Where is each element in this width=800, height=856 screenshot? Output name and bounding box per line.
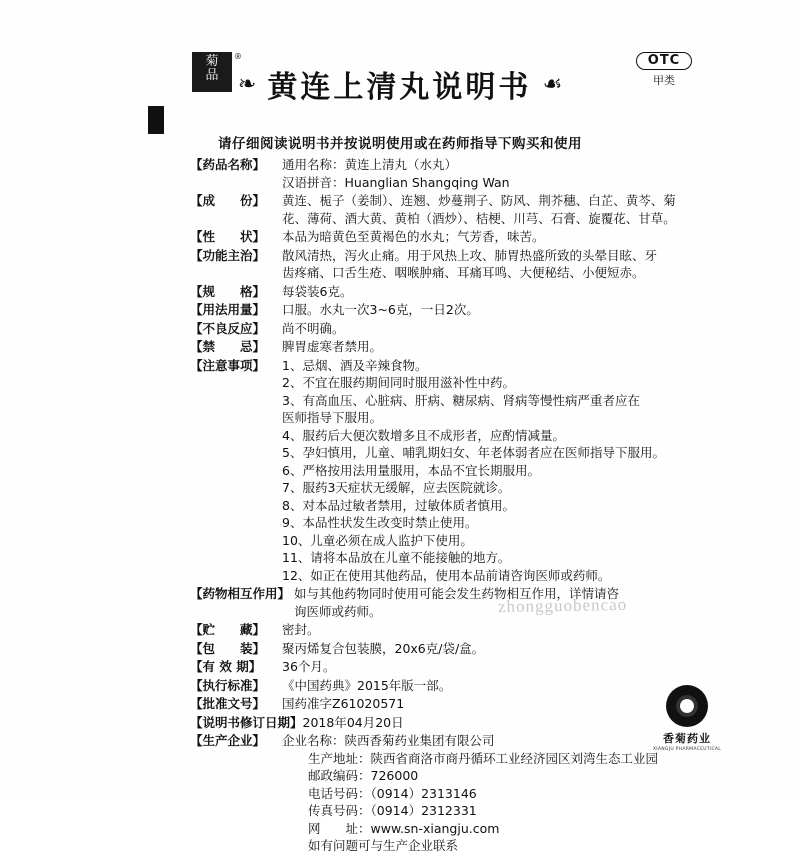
section-label: 【禁 忌】 bbox=[190, 339, 266, 354]
text-line: 散风清热，泻火止痛。用于风热上攻、肺胃热盛所致的头晕目眩、牙 bbox=[282, 247, 658, 263]
text-line: 尚不明确。 bbox=[282, 320, 345, 336]
section-label: 【包 装】 bbox=[190, 640, 266, 656]
section-precautions bbox=[190, 357, 756, 585]
list-item: 6、严格按用法用量服用，本品不宜长期服用。 bbox=[282, 462, 540, 478]
section-value bbox=[282, 156, 756, 191]
section-indications bbox=[190, 247, 756, 282]
section-shelf-life bbox=[190, 658, 756, 676]
chrysanthemum-icon bbox=[666, 685, 708, 727]
company-fax-value: （0914）2312331 bbox=[370, 803, 477, 818]
section-label: 【成 份】 bbox=[190, 193, 266, 208]
page-title bbox=[0, 62, 800, 106]
section-packaging bbox=[190, 640, 756, 658]
company-fax-label: 传真号码： bbox=[308, 803, 371, 818]
section-value: 36个月。 bbox=[282, 659, 336, 674]
company-name-value: 陕西香菊药业集团有限公司 bbox=[344, 733, 495, 748]
title-ornament-left-icon: ❧ bbox=[237, 71, 257, 97]
section-label: 【药品名称】 bbox=[190, 157, 266, 172]
section-label: 【性 状】 bbox=[190, 229, 266, 244]
list-item: 医师指导下服用。 bbox=[282, 410, 383, 425]
section-contraindications bbox=[190, 338, 756, 356]
list-item: 12、如正在使用其他药品，使用本品前请咨询医师或药师。 bbox=[282, 567, 611, 583]
text-line: 通用名称：黄连上清丸（水丸） bbox=[282, 157, 458, 172]
list-item: 2、不宜在服药期间同时服用滋补性中药。 bbox=[282, 375, 515, 390]
registered-trademark-icon: ® bbox=[234, 52, 242, 61]
section-label: 【规 格】 bbox=[190, 283, 266, 299]
company-name-label: 企业名称： bbox=[282, 733, 345, 748]
brand-logo-line2: 品 bbox=[205, 67, 219, 83]
company-logo-name: 香菊药业 bbox=[663, 732, 711, 745]
section-drug-name bbox=[190, 156, 756, 191]
list-item: 9、本品性状发生改变时禁止使用。 bbox=[282, 515, 478, 530]
section-specification bbox=[190, 283, 756, 301]
section-ingredients bbox=[190, 192, 756, 227]
company-postcode-row bbox=[282, 767, 756, 785]
list-item: 5、孕妇慎用，儿童、哺乳期妇女、年老体弱者应在医师指导下服用。 bbox=[282, 445, 665, 460]
section-value bbox=[282, 301, 756, 319]
section-label: 【注意事项】 bbox=[190, 357, 266, 373]
text-line: 如与其他药物同时使用可能会发生药物相互作用，详情请咨 bbox=[294, 586, 620, 601]
list-item: 11、请将本品放在儿童不能接触的地方。 bbox=[282, 550, 511, 565]
section-value bbox=[282, 338, 756, 356]
text-line: 每袋装6克。 bbox=[282, 283, 353, 299]
section-storage bbox=[190, 621, 756, 639]
list-item: 1、忌烟、酒及辛辣食物。 bbox=[282, 357, 428, 373]
list-item: 3、有高血压、心脏病、肝病、糖尿病、肾病等慢性病严重者应在 bbox=[282, 392, 640, 408]
section-value bbox=[282, 320, 756, 338]
company-phone-row bbox=[282, 785, 756, 803]
company-postcode-label: 邮政编码： bbox=[308, 768, 371, 783]
section-label: 【用法用量】 bbox=[190, 302, 266, 317]
text-line: 汉语拼音：Huanglian Shangqing Wan bbox=[282, 174, 510, 190]
list-item: 10、儿童必须在成人监护下使用。 bbox=[282, 532, 473, 548]
section-value: 《中国药典》2015年版一部。 bbox=[282, 677, 452, 693]
company-website-value[interactable]: www.sn-xiangju.com bbox=[370, 820, 500, 836]
company-address-row bbox=[282, 750, 756, 768]
company-phone-label: 电话号码： bbox=[308, 785, 371, 801]
watermark: zhongguobencao bbox=[497, 594, 628, 617]
list-item: 8、对本品过敏者禁用，过敏体质者慎用。 bbox=[282, 497, 515, 513]
title-ornament-right-icon: ☙ bbox=[542, 71, 563, 97]
company-logo-pinyin: XIANGJU PHARMACEUTICAL bbox=[652, 747, 722, 752]
company-website-label: 网 址： bbox=[308, 820, 371, 836]
document-subtitle: 请仔细阅读说明书并按说明使用或在药师指导下购买和使用 bbox=[218, 136, 582, 152]
company-footer-note: 如有问题可与生产企业联系 bbox=[308, 838, 459, 853]
company-website-row bbox=[282, 820, 756, 838]
section-value: 密封。 bbox=[282, 622, 320, 637]
text-line: 花、薄荷、酒大黄、黄柏（酒炒）、桔梗、川芎、石膏、旋覆花、甘草。 bbox=[282, 210, 676, 226]
section-value: 国药准字Z61020571 bbox=[282, 696, 405, 711]
section-value: 聚丙烯复合包装膜，20x6克/袋/盒。 bbox=[282, 640, 485, 656]
corner-registration-mark bbox=[148, 106, 164, 134]
section-value bbox=[282, 228, 756, 246]
company-postcode-value: 726000 bbox=[370, 768, 419, 783]
section-label: 【不良反应】 bbox=[190, 320, 266, 336]
company-phone-value: （0914）2313146 bbox=[370, 785, 477, 801]
list-item: 7、服药3天症状无缓解，应去医院就诊。 bbox=[282, 480, 511, 495]
company-logo bbox=[644, 685, 730, 752]
otc-class-label: 甲类 bbox=[653, 74, 675, 87]
section-label: 【有 效 期】 bbox=[190, 659, 262, 674]
company-fax-row bbox=[282, 802, 756, 820]
section-value: 2018年04月20日 bbox=[302, 714, 404, 730]
section-appearance bbox=[190, 228, 756, 246]
section-adverse-reactions bbox=[190, 320, 756, 338]
company-address-label: 生产地址： bbox=[308, 750, 371, 766]
text-line: 齿疼痛、口舌生疮、咽喉肿痛、耳痛耳鸣、大便秘结、小便短赤。 bbox=[282, 265, 645, 280]
list-item: 4、服药后大便次数增多且不成形者，应酌情减量。 bbox=[282, 427, 565, 443]
company-address-value: 陕西省商洛市商丹循环工业经济园区刘湾生态工业园 bbox=[370, 750, 659, 766]
otc-label: OTC bbox=[636, 52, 692, 70]
brand-logo-line1: 菊 bbox=[205, 54, 219, 69]
section-dosage bbox=[190, 301, 756, 319]
precautions-list bbox=[282, 357, 756, 585]
text-line: 口服。水丸一次3~6克，一日2次。 bbox=[282, 302, 479, 317]
text-line: 脾胃虚寒者禁用。 bbox=[282, 339, 383, 354]
document-title: 黄连上清丸说明书 bbox=[267, 70, 532, 105]
section-label: 【贮 藏】 bbox=[190, 622, 266, 637]
text-line: 本品为暗黄色至黄褐色的水丸；气芳香，味苦。 bbox=[282, 229, 545, 244]
section-drug-interactions bbox=[190, 585, 756, 620]
text-line: 询医师或药师。 bbox=[294, 603, 382, 619]
section-label: 【药物相互作用】 bbox=[190, 586, 291, 601]
section-value bbox=[282, 247, 756, 282]
section-label: 【批准文号】 bbox=[190, 696, 266, 711]
section-value bbox=[282, 283, 756, 301]
text-line: 黄连、栀子（姜制）、连翘、炒蔓荆子、防风、荆芥穗、白芷、黄芩、菊 bbox=[282, 193, 676, 208]
section-label: 【生产企业】 bbox=[190, 733, 266, 748]
section-label: 【功能主治】 bbox=[190, 247, 266, 263]
section-label: 【执行标准】 bbox=[190, 677, 266, 693]
section-value bbox=[282, 192, 756, 227]
section-label: 【说明书修订日期】 bbox=[190, 714, 303, 730]
